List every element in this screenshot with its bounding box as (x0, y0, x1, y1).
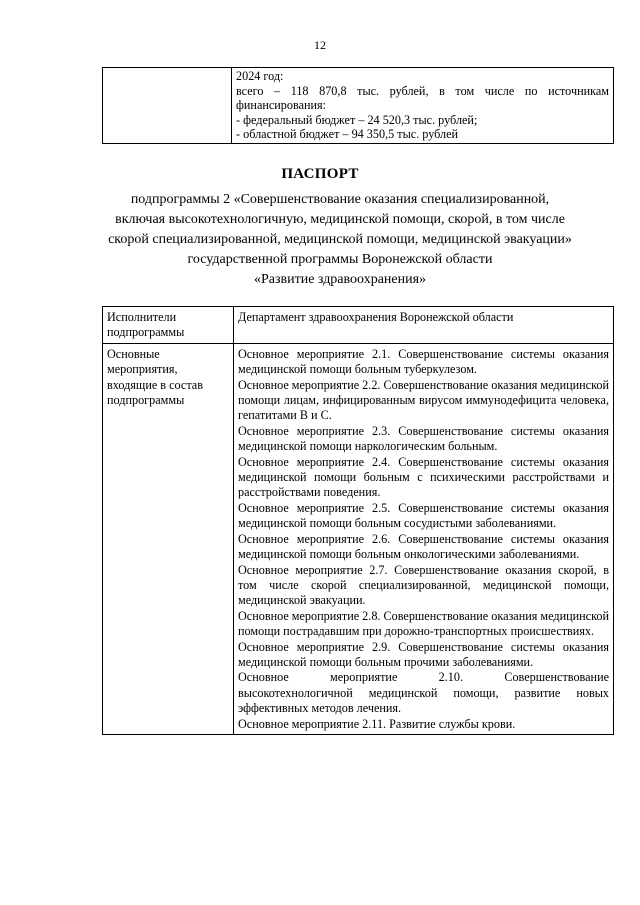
passport-title: ПАСПОРТ (281, 166, 359, 182)
activity-item: Основное мероприятие 2.7. Совершенствование оказания скорой, в том числе скорой специализированной, медицинской помощи, медицинской эвакуации. (238, 562, 609, 608)
activity-item: Основное мероприятие 2.9. Совершенствование системы оказания медицинской помощи больным прочими заболеваниями. (238, 639, 609, 669)
page-number: 12 (314, 38, 326, 52)
subtitle-line: подпрограммы 2 «Совершенствование оказания специализированной, (130, 192, 550, 207)
funding-table-empty-cell (103, 68, 232, 144)
executors-value: Департамент здравоохранения Воронежской области (234, 307, 614, 344)
funding-table-cell (232, 68, 614, 144)
funding-year: 2024 год: (236, 69, 284, 83)
activities-label: Основные мероприятия, входящие в состав подпрограммы (103, 343, 234, 734)
funding-regional: - областной бюджет – 94 350,5 тыс. рублей (236, 127, 459, 141)
funding-sources-label: финансирования: (236, 98, 327, 112)
activity-item: Основное мероприятие 2.6. Совершенствование системы оказания медицинской помощи больным онкологическими заболеваниями. (238, 531, 609, 562)
executors-label: Исполнители подпрограммы (103, 307, 234, 344)
activity-item: Основное мероприятие 2.11. Развитие службы крови. (238, 716, 516, 731)
activity-item: Основное мероприятие 2.1. Совершенствование системы оказания медицинской помощи больным туберкулезом. (238, 346, 609, 377)
activities-cell (234, 343, 614, 734)
passport-subtitle (60, 190, 620, 290)
activity-item: Основное мероприятие 2.8. Совершенствование оказания медицинской помощи пострадавшим при дорожно-транспортных происшествиях. (238, 608, 609, 639)
subtitle-line: «Развитие здравоохранения» (253, 272, 427, 287)
table-row (103, 343, 614, 734)
funding-total: всего – 118 870,8 тыс. рублей, в том числе по источникам (236, 83, 609, 98)
funding-table (102, 67, 614, 144)
subtitle-line: государственной программы Воронежской области (187, 252, 493, 267)
subtitle-line: скорой специализированной, медицинской помощи, медицинской эвакуации» (108, 232, 572, 247)
activity-item: Основное мероприятие 2.10. Совершенствование высокотехнологичной медицинской помощи, развитие новых эффективных методов лечения. (238, 670, 609, 716)
activity-item: Основное мероприятие 2.5. Совершенствование системы оказания медицинской помощи больным сосудистыми заболеваниями. (238, 500, 609, 531)
funding-federal: - федеральный бюджет – 24 520,3 тыс. рублей; (236, 112, 478, 127)
subtitle-line: включая высокотехнологичную, медицинской помощи, скорой, в том числе (115, 212, 565, 227)
activity-item: Основное мероприятие 2.3. Совершенствование системы оказания медицинской помощи наркологическим больным. (238, 423, 609, 454)
passport-table (102, 306, 614, 735)
activity-item: Основное мероприятие 2.4. Совершенствование системы оказания медицинской помощи больным с психическими расстройствами и расстройствами поведения. (238, 454, 609, 500)
table-row (103, 307, 614, 344)
activity-item: Основное мероприятие 2.2. Совершенствование оказания медицинской помощи лицам, инфицированным вирусом иммунодефицита человека, гепатитами В и С. (238, 377, 609, 423)
